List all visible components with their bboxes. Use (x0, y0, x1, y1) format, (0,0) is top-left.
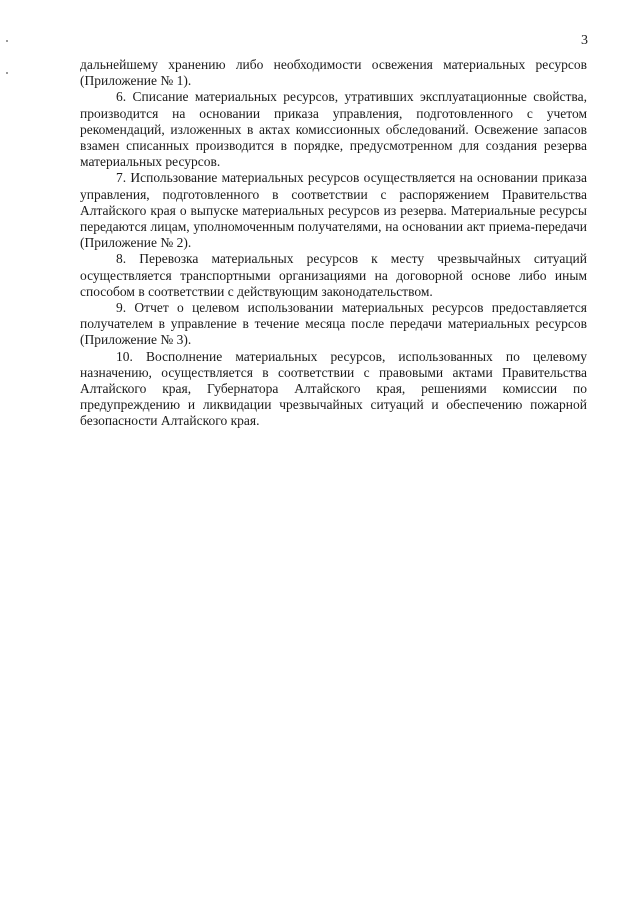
paragraph-item-10: 10. Восполнение материальных ресурсов, использованных по целевому назначению, осуществляется в соответствии с правовыми актами Правительства Алтайского края, Губернатора Алтайского края, решениями комиссии по предупреждению и ликвидации чрезвычайных ситуаций и обеспечению пожарной безопасности Алтайского края. (80, 348, 587, 429)
paragraph-item-9: 9. Отчет о целевом использовании материальных ресурсов предоставляется получателем в управление в течение месяца после передачи материальных ресурсов (Приложение № 3). (80, 300, 587, 348)
document-body (80, 57, 587, 430)
scan-mark (6, 40, 8, 42)
paragraph-continuation: дальнейшему хранению либо необходимости освежения материальных ресурсов (Приложение № 1). (80, 57, 587, 89)
paragraph-item-7: 7. Использование материальных ресурсов осуществляется на основании приказа управления, подготовленного в соответствии с распоряжением Правительства Алтайского края о выпуске материальных ресурсов из резерва. Материальные ресурсы передаются лицам, уполномоченным получателями, на основании акт приема-передачи (Приложение № 2). (80, 170, 587, 251)
paragraph-item-8: 8. Перевозка материальных ресурсов к месту чрезвычайных ситуаций осуществляется транспортными организациями на договорной основе либо иным способом в соответствии с действующим законодательством. (80, 251, 587, 299)
page-number: 3 (581, 33, 588, 48)
scan-mark (6, 72, 8, 74)
paragraph-item-6: 6. Списание материальных ресурсов, утративших эксплуатационные свойства, производится на основании приказа управления, подготовленного с учетом рекомендаций, изложенных в актах комиссионных обследований. Освежение запасов взамен списанных производится в порядке, предусмотренном для создания резерва материальных ресурсов. (80, 89, 587, 170)
